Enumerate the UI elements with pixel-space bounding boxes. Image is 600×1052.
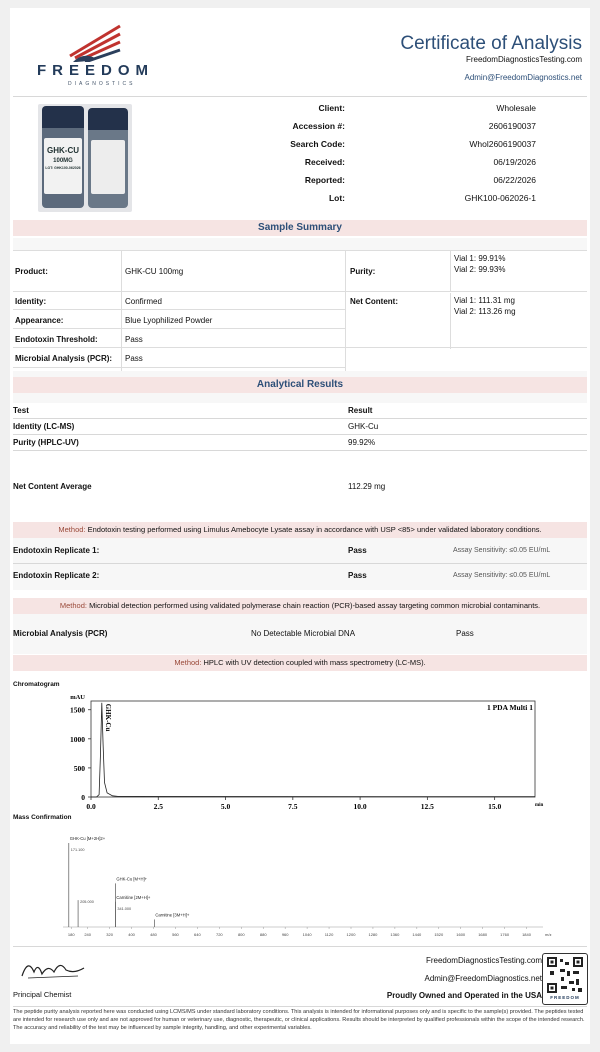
- chromatogram-title: Chromatogram: [13, 681, 60, 688]
- x-tick-label: 640: [194, 932, 201, 937]
- microbial-row: [13, 614, 587, 654]
- info-label-client: Client:: [318, 103, 345, 113]
- x-tick-label: 480: [150, 932, 157, 937]
- divider: [13, 96, 587, 97]
- analytical-results-header: Analytical Results: [13, 377, 587, 393]
- footer-website[interactable]: FreedomDiagnosticsTesting.com: [425, 956, 542, 965]
- footer-email[interactable]: Admin@FreedomDiagnostics.net: [424, 974, 542, 983]
- x-tick-label: 1120: [324, 932, 334, 937]
- hplc-method: [13, 655, 587, 671]
- logo-subtitle: DIAGNOSTICS: [68, 81, 136, 87]
- product-label: Product:: [15, 267, 48, 276]
- qr-label: FREEDOM: [550, 995, 580, 1000]
- vial-label-lot: LOT: GHK100-062026: [45, 166, 81, 170]
- footer-tagline: Proudly Owned and Operated in the USA: [386, 991, 542, 1000]
- method-label: Method:: [58, 525, 86, 534]
- divider: [13, 418, 587, 419]
- info-label-reported: Reported:: [304, 175, 345, 185]
- x-tick-label: 1680: [478, 932, 488, 937]
- peak-value: 171.100: [70, 848, 85, 852]
- microbial-summary-value: Pass: [125, 354, 143, 363]
- mass-confirmation-title: Mass Confirmation: [13, 814, 72, 821]
- microbial-finding: No Detectable Microbial DNA: [251, 629, 356, 638]
- purity-label: Purity:: [350, 267, 376, 276]
- product-value: GHK-CU 100mg: [125, 267, 184, 276]
- certificate-page: [10, 8, 590, 1044]
- x-tick-label: 1600: [456, 932, 466, 937]
- peak-label: GHK-Cu [M+H]+: [116, 876, 148, 882]
- identity-label: Identity:: [15, 297, 47, 306]
- net-content-vial-2: Vial 2: 113.26 mg: [454, 307, 516, 316]
- divider: [13, 434, 587, 435]
- x-tick-label: 800: [237, 932, 245, 937]
- disclaimer: The peptide purity analysis reported here was conducted using LCMS/MS under standard laboratory conditions. This analysis is intended for informational purposes only and is specific to the sample(s) provided. The peptides tested are intended for research use only and are not approved for human or veterinary use, diagnostic, therapeutic, or clinical applications. Results should be interpreted by qualified professionals within the scope of the intended research. The accuracy and reliability of the test may be influenced by sample integrity, handling, and other experimental variables.: [13, 1009, 585, 1031]
- peak-label: Carnitine [3M+H]+: [155, 912, 190, 918]
- header-website[interactable]: FreedomDiagnosticsTesting.com: [465, 55, 582, 64]
- endotoxin-rows: [13, 538, 587, 590]
- x-tick-label: 2.5: [153, 802, 163, 811]
- x-tick-label: 180: [67, 932, 75, 937]
- endotoxin-threshold-value: Pass: [125, 335, 143, 344]
- vial-label-name: GHK-CU: [47, 146, 79, 155]
- method-text: Microbial detection performed using validated polymerase chain reaction (PCR)-based assay targeting common microbial contaminants.: [89, 601, 541, 610]
- plot-frame: [91, 701, 535, 797]
- result-purity: 99.92%: [348, 438, 376, 447]
- mass-spectrum-chart: [13, 823, 587, 939]
- microbial-method: [13, 598, 587, 614]
- y-tick-label: 500: [73, 763, 85, 773]
- x-tick-label: 320: [106, 932, 113, 937]
- x-tick-label: 1280: [368, 932, 378, 937]
- endotoxin-rep1-label: Endotoxin Replicate 1:: [13, 546, 100, 555]
- y-axis-label: mAU: [70, 694, 85, 701]
- x-tick-label: 7.5: [288, 802, 298, 811]
- vial-label-dose: 100MG: [53, 158, 73, 164]
- logo-wordmark: FREEDOM: [37, 62, 154, 79]
- method-label: Method:: [59, 601, 87, 610]
- test-net-content: Net Content Average: [13, 482, 92, 491]
- signature-image: [18, 954, 88, 980]
- identity-value: Confirmed: [125, 297, 162, 306]
- peak-value: 205.000: [80, 900, 94, 905]
- chart-legend: 1 PDA Multi 1: [486, 703, 533, 712]
- chromatogram-line: [91, 703, 535, 797]
- x-tick-label: 960: [281, 932, 289, 937]
- product-image: [38, 104, 132, 212]
- x-tick-label: 720: [215, 932, 223, 937]
- divider: [13, 946, 587, 947]
- x-tick-label: 1440: [412, 932, 422, 937]
- appearance-label: Appearance:: [15, 316, 64, 325]
- purity-vial-1: Vial 1: 99.91%: [454, 254, 506, 263]
- y-tick-label: 1500: [70, 705, 85, 715]
- x-tick-label: 1040: [302, 932, 312, 937]
- x-tick-label: 560: [172, 932, 179, 937]
- appearance-value: Blue Lyophilized Powder: [125, 316, 213, 325]
- divider: [13, 450, 587, 451]
- x-tick-label: 1200: [346, 932, 356, 937]
- peak-label: GHK-Cu [M+2H]2+: [69, 836, 106, 841]
- divider: [13, 563, 587, 564]
- x-tick-label: 400: [128, 932, 135, 937]
- sample-summary-header: Sample Summary: [13, 220, 587, 236]
- eagle-logo-icon: [65, 22, 125, 62]
- info-label-received: Received:: [304, 157, 345, 167]
- x-tick-label: 1360: [390, 932, 400, 937]
- x-tick-label: 15.0: [488, 802, 502, 811]
- x-tick-label: 1760: [500, 932, 510, 937]
- purity-vial-2: Vial 2: 99.93%: [454, 265, 506, 274]
- qr-code-icon: [547, 957, 583, 993]
- microbial-result: Pass: [456, 629, 474, 638]
- endotoxin-method: [13, 522, 587, 538]
- x-tick-label: 12.5: [420, 802, 434, 811]
- net-content-vial-1: Vial 1: 111.31 mg: [454, 296, 515, 305]
- info-value-received: 06/19/2026: [493, 157, 536, 167]
- method-text: Endotoxin testing performed using Limulus Amebocyte Lysate assay in accordance with USP <85> under validated laboratory conditions.: [87, 525, 542, 534]
- info-value-lot: GHK100-062026-1: [464, 193, 536, 203]
- qr-code[interactable]: [542, 953, 588, 1005]
- sample-summary-table: [13, 250, 587, 391]
- x-tick-label: 10.0: [353, 802, 367, 811]
- x-axis-label: m/z: [545, 932, 552, 937]
- microbial-summary-label: Microbial Analysis (PCR):: [15, 354, 113, 363]
- col-result: Result: [348, 406, 373, 415]
- info-value-client: Wholesale: [496, 103, 536, 113]
- info-values: [410, 101, 536, 209]
- info-label-search-code: Search Code:: [290, 139, 345, 149]
- x-tick-label: 1520: [434, 932, 444, 937]
- endotoxin-rep2-sensitivity: Assay Sensitivity: ≤0.05 EU/mL: [453, 572, 551, 579]
- peak-value: 341.000: [117, 906, 132, 911]
- net-content-label: Net Content:: [350, 297, 398, 306]
- info-label-lot: Lot:: [328, 193, 345, 203]
- x-tick-label: 240: [84, 932, 92, 937]
- info-label-accession: Accession #:: [292, 121, 345, 131]
- result-identity: GHK-Cu: [348, 422, 379, 431]
- method-text: HPLC with UV detection coupled with mass spectrometry (LC-MS).: [203, 658, 426, 667]
- endotoxin-threshold-label: Endotoxin Threshold:: [15, 335, 98, 344]
- x-tick-label: 880: [259, 932, 267, 937]
- divider: [13, 1006, 587, 1007]
- info-value-reported: 06/22/2026: [493, 175, 536, 185]
- y-tick-label: 0: [81, 793, 85, 802]
- info-labels: [210, 101, 345, 209]
- y-tick-label: 1000: [70, 734, 85, 744]
- analytical-spacer: [13, 393, 587, 403]
- col-test: Test: [13, 406, 29, 415]
- endotoxin-rep1-result: Pass: [348, 546, 367, 555]
- test-identity: Identity (LC-MS): [13, 422, 75, 431]
- chromatogram-chart: [13, 689, 587, 812]
- summary-spacer: [13, 238, 587, 250]
- endotoxin-rep1-sensitivity: Assay Sensitivity: ≤0.05 EU/mL: [453, 547, 551, 554]
- test-purity: Purity (HPLC-UV): [13, 438, 79, 447]
- x-tick-label: 1840: [522, 932, 531, 937]
- peak-label: Carnitine [2M+H]+: [116, 894, 151, 900]
- header-email[interactable]: Admin@FreedomDiagnostics.net: [464, 73, 582, 82]
- x-tick-label: 5.0: [220, 802, 231, 811]
- method-label: Method:: [174, 658, 202, 667]
- info-value-search-code: Whol2606190037: [469, 139, 536, 149]
- signatory-role: Principal Chemist: [13, 990, 72, 999]
- x-tick-label: 0.0: [86, 802, 96, 811]
- info-value-accession: 2606190037: [488, 121, 536, 131]
- endotoxin-rep2-label: Endotoxin Replicate 2:: [13, 571, 100, 580]
- page-title: Certificate of Analysis: [400, 33, 582, 54]
- endotoxin-rep2-result: Pass: [348, 571, 367, 580]
- result-net-content: 112.29 mg: [348, 482, 386, 491]
- microbial-label: Microbial Analysis (PCR): [13, 629, 108, 638]
- peak-label: GHK-Cu: [104, 703, 113, 732]
- x-axis-label: min: [535, 803, 544, 808]
